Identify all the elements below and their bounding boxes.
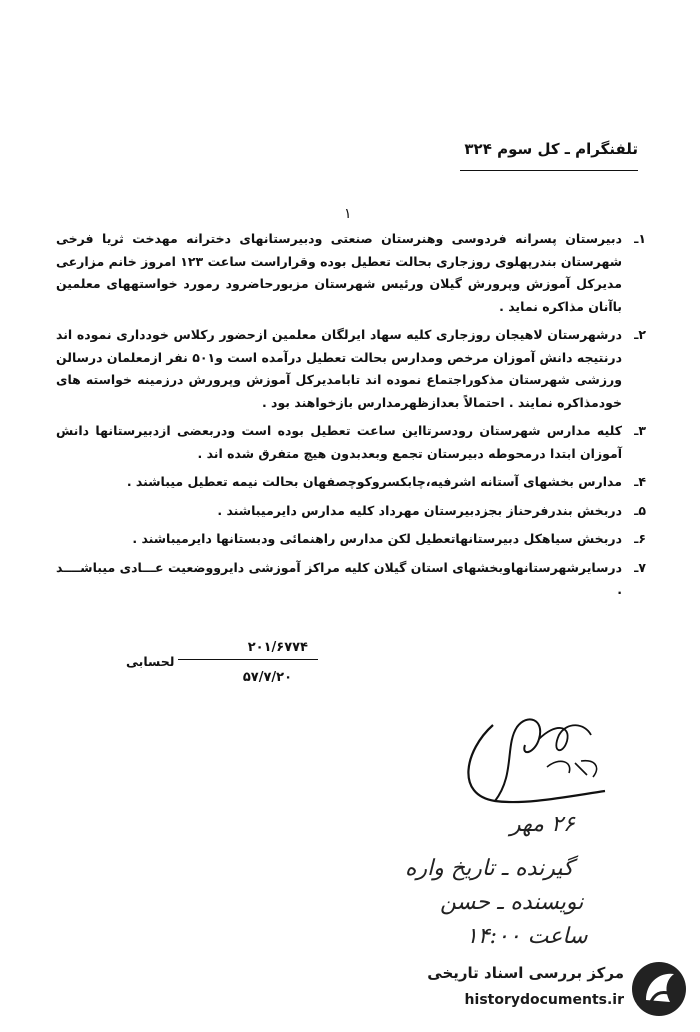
item-number: ١ـ [634,231,646,246]
item-text: درسایرشهرستانهاوبخشهای استان گیلان کلیه مراکز آموزشی دایرووضعیت عـــادی میباشــــد . [56,559,622,597]
logo-site: historydocuments.ir [464,992,624,1008]
logo-title: مرکز بررسی اسناد تاریخی [427,964,624,982]
telegram-heading: تلفنگرام ـ کل سوم ۳۲۴ [464,140,638,158]
sender-name: لحسابی [126,654,175,669]
watermark-logo [400,958,692,1028]
item-text: دربخش سیاهکل دبیرستانهاتعطیل لکن مدارس راهنمائی ودبستانها دایرمیباشند . [132,531,622,546]
item-number: ۷ـ [634,559,646,575]
report-item [56,420,646,465]
item-text: دربخش بندرفرحناز بجزدبیرستان مهرداد کلیه مدارس دایرمیباشند . [217,502,622,518]
item-text: مدارس بخشهای آستانه اشرفیه،چابکسروکوچصفهان بحالت نیمه تعطیل میباشند . [126,474,622,489]
signature-scribble [455,705,615,815]
report-item [56,557,646,602]
page-mark: ١ [344,206,352,222]
handwritten-note-2: گیرنده ـ تاریخ واره [405,856,574,881]
item-text: درشهرستان لاهیجان روزجاری کلیه سهاد ایرلگان معلمین ازحضور رکلاس خودداری نموده اند درنتیجه دانش آموزان مرخص ومدارس بحالت تعطیل درآمده است و۵۰۱ نفر ازمعلمان درسالن ورزشی شهرستان مذکوراجتماع نموده اند تابامدیرکل آموزش وپرورش درزمینه خواسته های خودمذاکره نمایند . احتمالاً بعدازظهرمدارس بازخواهند بود . [56,327,623,410]
item-number: ۴ـ [634,474,646,489]
report-item [56,471,646,494]
reference-rule [178,659,318,660]
report-item [56,324,646,414]
handwritten-note-3: نویسنده ـ حسن [440,890,584,915]
handwritten-note-4: ساعت ۱۴:۰۰ [466,924,588,949]
item-number: ۳ـ [634,423,646,438]
report-item [56,228,646,318]
report-item [56,528,646,551]
reference-date: ۵۷/۷/۲۰ [242,670,292,685]
item-number: ۵ـ [634,502,646,518]
item-text: کلیه مدارس شهرستان رودسرتااین ساعت تعطیل بوده است ودربعضی ازدبیرستانها دانش آموزان ابتدا درمحوطه دبیرستان تجمع وبعدبدون هیچ متفرق شده اند . [56,423,622,461]
item-text: دبیرستان پسرانه فردوسی وهنرستان صنعتی ودبیرستانهای دخترانه مهدخت ثریا فرخی شهرستان بندرپهلوی روزجاری بحالت تعطیل بوده وقراراست ساعت ۱۲۳ امروز خانم مزارعی مدیرکل آموزش وپرورش گیلان ورئیس شهرستان مزبورحاضرود رمورد خواستههای معلمین باآنان مذاکره نماید . [56,231,622,314]
report-items [56,228,646,608]
reference-number: ۲۰۱/۶۷۷۴ [247,640,308,655]
item-number: ۶ـ [634,531,646,546]
report-item [56,500,646,523]
archive-emblem-icon [630,960,688,1018]
reference-block [126,640,336,700]
handwritten-note-1: ۲۶ مهر [510,812,575,837]
item-number: ۲ـ [634,327,646,342]
heading-underline [460,170,638,171]
